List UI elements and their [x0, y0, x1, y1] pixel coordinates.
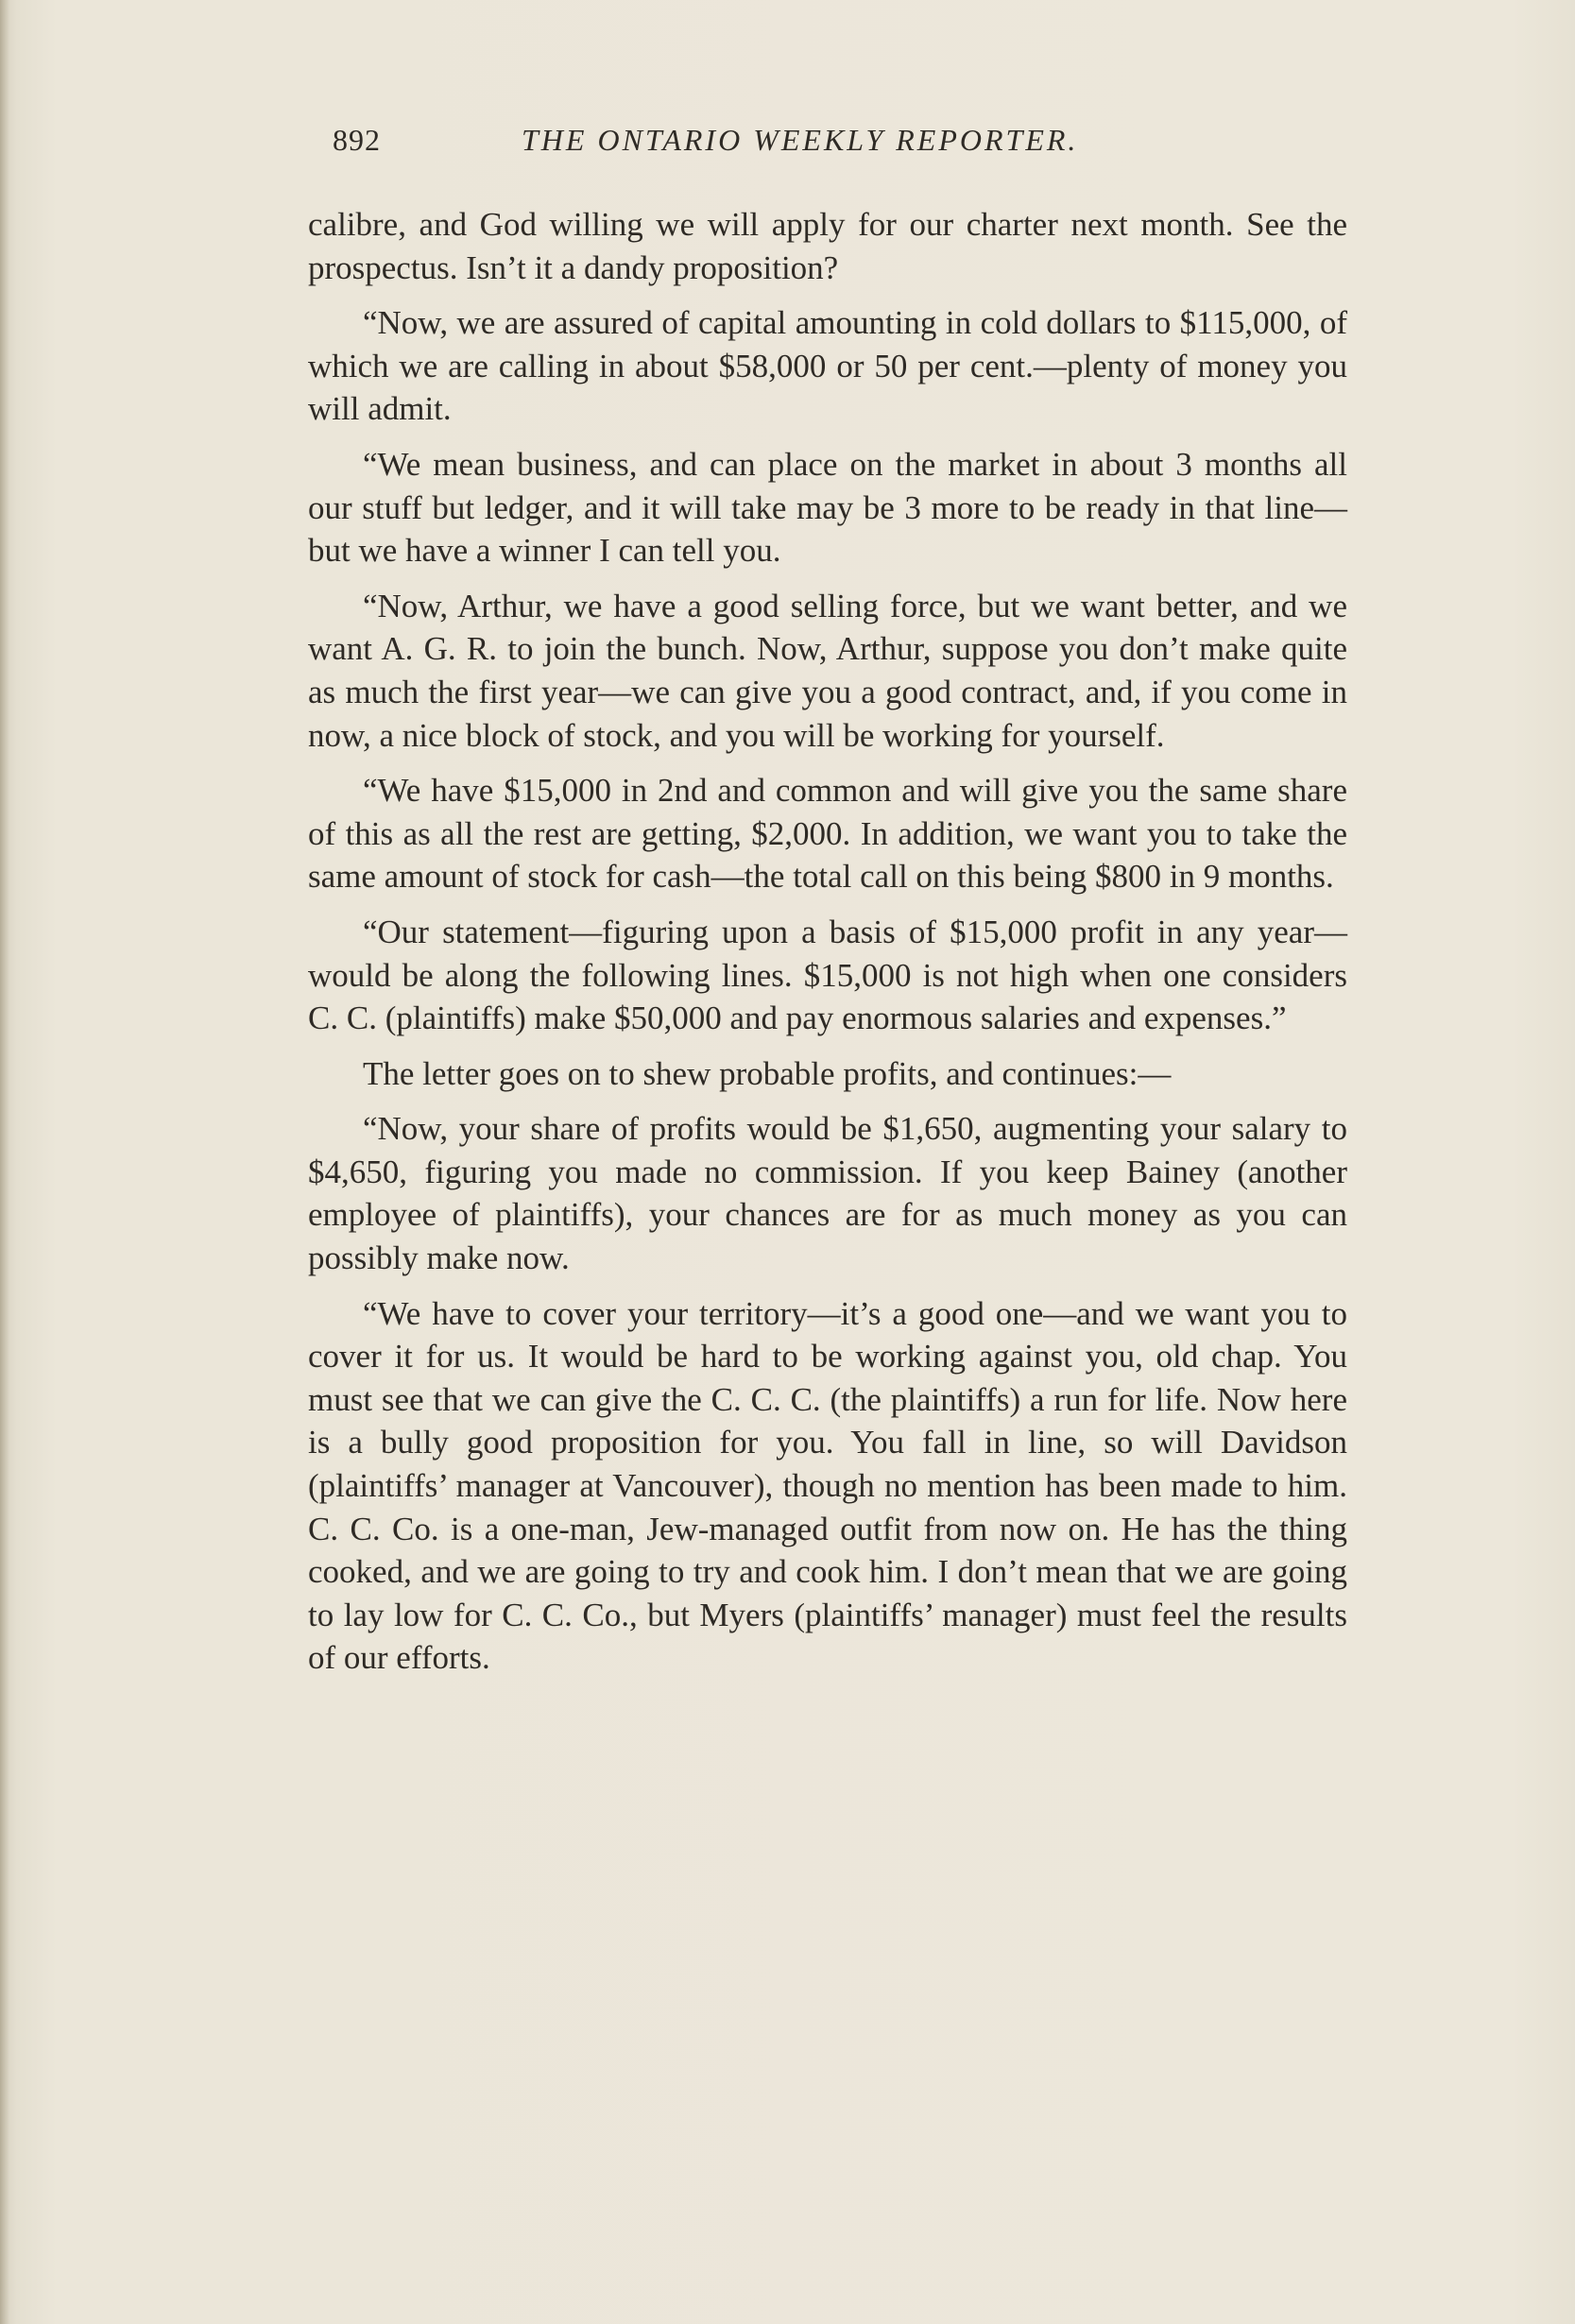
- running-title: THE ONTARIO WEEKLY REPORTER.: [522, 123, 1079, 157]
- paragraph-3: “We mean business, and can place on the market in about 3 months all our stuff but ledger, and it will take may be 3 more to be ready in that line—but we have a winner I can tell you.: [308, 445, 1347, 570]
- page-header: [333, 123, 1164, 170]
- paragraph-9: “We have to cover your territory—it’s a good one—and we want you to cover it for us. It would be hard to be working against you, old chap. You must see that we can give the C. C. C. (the plaintiffs) a run for life. Now here is a bully good proposition for you. You fall in line, so will Davidson (plaintiffs’ manager at Vancouver), though no mention has been made to him. C. C. Co. is a one-man, Jew-managed outfit from now on. He has the thing cooked, and we are going to try and cook him. I don’t mean that we are going to lay low for C. C. Co., but Myers (plaintiffs’ manager) must feel the results of our efforts.: [308, 1294, 1347, 1677]
- paragraph-1: calibre, and God willing we will apply for our charter next month. See the prospectus. Isn’t it a dandy proposition?: [308, 206, 1347, 286]
- paragraph-8: “Now, your share of profits would be $1,650, augmenting your salary to $4,650, figuring you made no commission. If you keep Bainey (another employee of plaintiffs), your chances are for as much money as you can possibly make now.: [308, 1110, 1347, 1277]
- paragraph-4: “Now, Arthur, we have a good selling force, but we want better, and we want A. G. R. to join the bunch. Now, Arthur, suppose you don’t make quite as much the first year—we can give you a good contract, and, if you come in now, a nice block of stock, and you will be working for yourself.: [308, 587, 1347, 754]
- page-edge: [0, 0, 9, 2324]
- page-number: 892: [333, 123, 381, 157]
- paragraph-2: “Now, we are assured of capital amounting in cold dollars to $115,000, of which we are calling in about $58,000 or 50 per cent.—plenty of money you will admit.: [308, 304, 1347, 428]
- paragraph-7: The letter goes on to shew probable profits, and continues:—: [363, 1054, 1172, 1092]
- paragraph-6: “Our statement—figuring upon a basis of $15,000 profit in any year—would be along the following lines. $15,000 is not high when one considers C. C. (plaintiffs) make $50,000 and pay enormous salaries and expenses.”: [308, 913, 1347, 1037]
- body-text: [308, 203, 1347, 1692]
- paragraph-5: “We have $15,000 in 2nd and common and will give you the same share of this as all the rest are getting, $2,000. In addition, we want you to take the same amount of stock for cash—the total call on this being $800 in 9 months.: [308, 772, 1347, 896]
